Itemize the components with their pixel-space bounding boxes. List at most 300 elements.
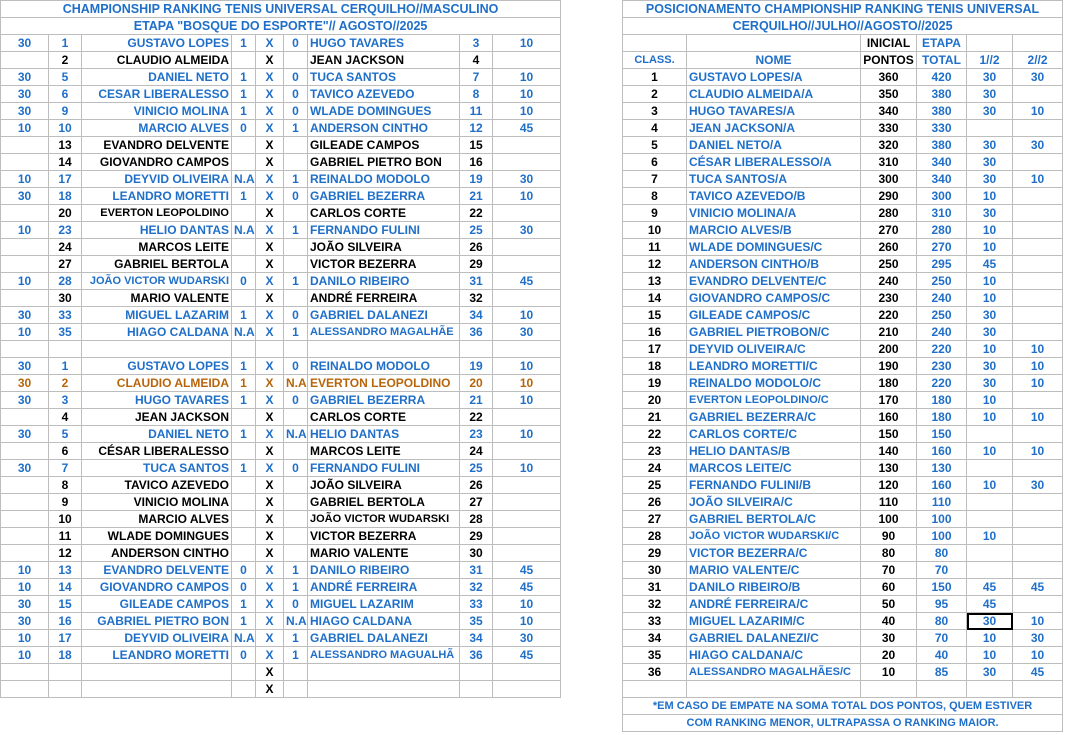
rank-player-2: 26 [460, 239, 493, 256]
round-1-points: 10 [967, 528, 1013, 545]
round-1-points: 30 [967, 375, 1013, 392]
player-2-name: DANILO RIBEIRO [308, 273, 460, 290]
score-player-2: 1 [284, 562, 308, 579]
player-name: GABRIEL DALANEZI/C [687, 630, 861, 647]
score-player-2 [284, 545, 308, 562]
ranking-position: 25 [623, 477, 687, 494]
initial-points: 350 [861, 86, 917, 103]
empty-cell [232, 341, 256, 358]
versus-mark: X [256, 630, 284, 647]
points-player-2 [493, 290, 561, 307]
rank-player-1 [49, 681, 82, 698]
ranking-row [623, 171, 1063, 188]
ranking-row [623, 528, 1063, 545]
player-name: JOÃO VICTOR WUDARSKI/C [687, 528, 861, 545]
empty-cell [687, 681, 861, 698]
rank-player-1: 28 [49, 273, 82, 290]
rank-player-1: 14 [49, 154, 82, 171]
player-2-name: ALESSANDRO MAGUALHÃ [308, 647, 460, 664]
score-player-2 [284, 494, 308, 511]
round-1-points: 10 [967, 630, 1013, 647]
round-1-points [967, 511, 1013, 528]
round-1-points: 10 [967, 409, 1013, 426]
round-1-points: 30 [967, 137, 1013, 154]
points-player-1: 30 [1, 613, 49, 630]
ranking-row [623, 188, 1063, 205]
match-row [1, 52, 561, 69]
rank-player-1: 6 [49, 443, 82, 460]
points-player-1: 30 [1, 307, 49, 324]
score-player-2 [284, 137, 308, 154]
score-player-1: 1 [232, 188, 256, 205]
rank-player-1: 2 [49, 52, 82, 69]
player-1-name: GIOVANDRO CAMPOS [82, 579, 232, 596]
score-player-1: 0 [232, 562, 256, 579]
round-2-points [1013, 154, 1063, 171]
match-row [1, 596, 561, 613]
ranking-row [623, 222, 1063, 239]
player-1-name: CLAUDIO ALMEIDA [82, 52, 232, 69]
rank-player-2: 21 [460, 392, 493, 409]
round-1-points: 30 [967, 613, 1013, 630]
round-2-points [1013, 222, 1063, 239]
points-player-2: 30 [493, 171, 561, 188]
points-player-2 [493, 664, 561, 681]
score-player-1 [232, 52, 256, 69]
score-player-1: N.A [232, 171, 256, 188]
points-player-1 [1, 205, 49, 222]
ranking-row [623, 324, 1063, 341]
match-row [1, 256, 561, 273]
empty-cell [49, 341, 82, 358]
player-1-name: HUGO TAVARES [82, 392, 232, 409]
round-1-points [967, 494, 1013, 511]
player-name: LEANDRO MORETTI/C [687, 358, 861, 375]
score-player-2 [284, 52, 308, 69]
score-player-2 [284, 443, 308, 460]
round-2-points: 30 [1013, 137, 1063, 154]
player-name: HUGO TAVARES/A [687, 103, 861, 120]
points-player-1 [1, 545, 49, 562]
points-player-1 [1, 528, 49, 545]
round-1-points: 10 [967, 443, 1013, 460]
points-player-2 [493, 409, 561, 426]
total-points: 380 [917, 137, 967, 154]
points-player-1: 30 [1, 188, 49, 205]
player-2-name: ANDERSON CINTHO [308, 120, 460, 137]
ranking-row [623, 239, 1063, 256]
player-1-name: DEYVID OLIVEIRA [82, 630, 232, 647]
match-table-subtitle: ETAPA "BOSQUE DO ESPORTE"// AGOSTO//2025 [1, 18, 561, 35]
versus-mark: X [256, 290, 284, 307]
points-player-1: 10 [1, 324, 49, 341]
match-row [1, 35, 561, 52]
ranking-row [623, 630, 1063, 647]
versus-mark: X [256, 256, 284, 273]
rank-player-1: 11 [49, 528, 82, 545]
player-2-name: GILEADE CAMPOS [308, 137, 460, 154]
versus-mark: X [256, 103, 284, 120]
rank-player-2: 23 [460, 426, 493, 443]
rank-player-1: 1 [49, 358, 82, 375]
total-points: 295 [917, 256, 967, 273]
player-name: DANILO RIBEIRO/B [687, 579, 861, 596]
score-player-1: 1 [232, 86, 256, 103]
points-player-1 [1, 290, 49, 307]
points-player-1: 30 [1, 392, 49, 409]
rank-player-2: 21 [460, 188, 493, 205]
ranking-position: 32 [623, 596, 687, 613]
initial-points: 240 [861, 273, 917, 290]
total-points: 280 [917, 222, 967, 239]
score-player-2: 1 [284, 630, 308, 647]
rank-player-1: 17 [49, 171, 82, 188]
player-2-name: ALESSANDRO MAGALHÃE [308, 324, 460, 341]
rank-player-2: 36 [460, 324, 493, 341]
score-player-2: 1 [284, 222, 308, 239]
player-name: EVERTON LEOPOLDINO/C [687, 392, 861, 409]
initial-points: 140 [861, 443, 917, 460]
score-player-2 [284, 290, 308, 307]
ranking-position: 12 [623, 256, 687, 273]
match-row [1, 392, 561, 409]
points-player-2: 10 [493, 188, 561, 205]
player-2-name: HELIO DANTAS [308, 426, 460, 443]
initial-points: 130 [861, 460, 917, 477]
points-player-1 [1, 511, 49, 528]
round-1-points: 10 [967, 239, 1013, 256]
initial-points: 210 [861, 324, 917, 341]
player-1-name: WLADE DOMINGUES [82, 528, 232, 545]
player-2-name: FERNANDO FULINI [308, 222, 460, 239]
ranking-row [623, 562, 1063, 579]
player-name: EVANDRO DELVENTE/C [687, 273, 861, 290]
empty-cell [1, 341, 49, 358]
total-points: 80 [917, 545, 967, 562]
score-player-1: 1 [232, 103, 256, 120]
score-player-2: 0 [284, 392, 308, 409]
rank-player-2: 22 [460, 409, 493, 426]
rank-player-1: 13 [49, 562, 82, 579]
score-player-1 [232, 443, 256, 460]
player-2-name [308, 664, 460, 681]
score-player-2: 0 [284, 188, 308, 205]
ranking-row [623, 460, 1063, 477]
score-player-2: 0 [284, 86, 308, 103]
rank-player-1: 5 [49, 426, 82, 443]
initial-points: 90 [861, 528, 917, 545]
points-player-1: 10 [1, 647, 49, 664]
player-2-name: VICTOR BEZERRA [308, 256, 460, 273]
round-1-points: 30 [967, 324, 1013, 341]
rank-player-1: 9 [49, 494, 82, 511]
score-player-2: 0 [284, 596, 308, 613]
player-1-name: GABRIEL BERTOLA [82, 256, 232, 273]
match-row [1, 579, 561, 596]
match-row [1, 137, 561, 154]
player-1-name: MARCIO ALVES [82, 511, 232, 528]
ranking-row [623, 86, 1063, 103]
points-player-2 [493, 681, 561, 698]
score-player-1: 0 [232, 647, 256, 664]
round-2-points: 10 [1013, 358, 1063, 375]
score-player-1: 1 [232, 69, 256, 86]
points-player-2: 10 [493, 307, 561, 324]
total-points: 110 [917, 494, 967, 511]
score-player-1: 0 [232, 120, 256, 137]
player-1-name: CÉSAR LIBERALESSO [82, 443, 232, 460]
round-2-points: 45 [1013, 664, 1063, 681]
player-name: FERNANDO FULINI/B [687, 477, 861, 494]
versus-mark: X [256, 375, 284, 392]
round-2-points: 45 [1013, 579, 1063, 596]
points-player-2: 45 [493, 579, 561, 596]
tiebreak-note: *EM CASO DE EMPATE NA SOMA TOTAL DOS PONTOS, QUEM ESTIVER [623, 698, 1063, 715]
points-player-2 [493, 137, 561, 154]
player-name: ANDRÉ FERREIRA/C [687, 596, 861, 613]
versus-mark: X [256, 137, 284, 154]
initial-points: 20 [861, 647, 917, 664]
player-2-name: CARLOS CORTE [308, 409, 460, 426]
points-player-1: 30 [1, 596, 49, 613]
match-row [1, 460, 561, 477]
match-row [1, 120, 561, 137]
total-points: 150 [917, 579, 967, 596]
player-1-name: ANDERSON CINTHO [82, 545, 232, 562]
rank-player-2 [460, 681, 493, 698]
ranking-row [623, 256, 1063, 273]
ranking-position: 17 [623, 341, 687, 358]
versus-mark: X [256, 443, 284, 460]
player-name: VINICIO MOLINA/A [687, 205, 861, 222]
rank-player-2: 34 [460, 307, 493, 324]
score-player-1 [232, 528, 256, 545]
versus-mark: X [256, 52, 284, 69]
empty-cell [967, 35, 1013, 52]
round-2-points [1013, 392, 1063, 409]
player-1-name: CESAR LIBERALESSO [82, 86, 232, 103]
round-2-points [1013, 205, 1063, 222]
player-name: HIAGO CALDANA/C [687, 647, 861, 664]
points-player-2: 45 [493, 647, 561, 664]
points-player-2 [493, 256, 561, 273]
versus-mark: X [256, 409, 284, 426]
rank-player-2: 33 [460, 596, 493, 613]
player-2-name: REINALDO MODOLO [308, 171, 460, 188]
rank-player-1: 8 [49, 477, 82, 494]
round-2-points [1013, 562, 1063, 579]
total-points: 250 [917, 273, 967, 290]
ranking-row [623, 307, 1063, 324]
player-1-name: GILEADE CAMPOS [82, 596, 232, 613]
rank-player-2: 16 [460, 154, 493, 171]
initial-points: 220 [861, 307, 917, 324]
rank-player-2: 3 [460, 35, 493, 52]
initial-points: 230 [861, 290, 917, 307]
round-1-points: 30 [967, 69, 1013, 86]
ranking-position: 23 [623, 443, 687, 460]
round-2-points [1013, 120, 1063, 137]
player-2-name: FERNANDO FULINI [308, 460, 460, 477]
round-2-points [1013, 596, 1063, 613]
rank-player-2: 22 [460, 205, 493, 222]
points-player-2 [493, 545, 561, 562]
player-2-name: GABRIEL BEZERRA [308, 188, 460, 205]
empty-cell [917, 681, 967, 698]
player-2-name: MARIO VALENTE [308, 545, 460, 562]
score-player-2: N.A [284, 613, 308, 630]
player-2-name: GABRIEL PIETRO BON [308, 154, 460, 171]
versus-mark: X [256, 579, 284, 596]
rank-player-1: 20 [49, 205, 82, 222]
initial-points: 180 [861, 375, 917, 392]
initial-points: 30 [861, 630, 917, 647]
rank-player-2: 27 [460, 494, 493, 511]
points-player-1 [1, 477, 49, 494]
points-player-2 [493, 443, 561, 460]
points-player-2: 10 [493, 392, 561, 409]
score-player-2 [284, 205, 308, 222]
player-name: JEAN JACKSON/A [687, 120, 861, 137]
rank-player-1: 18 [49, 188, 82, 205]
points-player-2: 10 [493, 69, 561, 86]
ranking-position: 18 [623, 358, 687, 375]
versus-mark: X [256, 664, 284, 681]
player-name: GABRIEL BEZERRA/C [687, 409, 861, 426]
score-player-2: 1 [284, 120, 308, 137]
player-1-name: CLAUDIO ALMEIDA [82, 375, 232, 392]
points-player-1 [1, 239, 49, 256]
score-player-1 [232, 137, 256, 154]
round-1-points: 10 [967, 273, 1013, 290]
versus-mark: X [256, 324, 284, 341]
round-1-points: 30 [967, 358, 1013, 375]
points-player-1 [1, 52, 49, 69]
round-2-points: 30 [1013, 477, 1063, 494]
points-player-1: 10 [1, 579, 49, 596]
player-1-name: HELIO DANTAS [82, 222, 232, 239]
player-2-name: WLADE DOMINGUES [308, 103, 460, 120]
match-row [1, 562, 561, 579]
ranking-table [622, 0, 1063, 732]
empty-cell [284, 341, 308, 358]
points-player-1 [1, 154, 49, 171]
ranking-row [623, 596, 1063, 613]
empty-cell [308, 341, 460, 358]
round-1-points: 30 [967, 205, 1013, 222]
versus-mark: X [256, 494, 284, 511]
player-2-name: JEAN JACKSON [308, 52, 460, 69]
initial-points: 70 [861, 562, 917, 579]
ranking-position: 35 [623, 647, 687, 664]
rank-player-1: 13 [49, 137, 82, 154]
rank-player-1: 24 [49, 239, 82, 256]
total-points: 100 [917, 511, 967, 528]
player-1-name: GIOVANDRO CAMPOS [82, 154, 232, 171]
score-player-1: 1 [232, 460, 256, 477]
versus-mark: X [256, 392, 284, 409]
initial-points: 290 [861, 188, 917, 205]
ranking-row [623, 579, 1063, 596]
rank-player-1: 16 [49, 613, 82, 630]
empty-cell [460, 341, 493, 358]
player-1-name: DANIEL NETO [82, 69, 232, 86]
score-player-2: 1 [284, 324, 308, 341]
rank-player-2: 24 [460, 443, 493, 460]
player-name: ALESSANDRO MAGALHÃES/C [687, 664, 861, 681]
player-1-name: EVERTON LEOPOLDINO [82, 205, 232, 222]
total-points: 310 [917, 205, 967, 222]
score-player-2: 1 [284, 647, 308, 664]
versus-mark: X [256, 307, 284, 324]
player-2-name: MIGUEL LAZARIM [308, 596, 460, 613]
total-points: 85 [917, 664, 967, 681]
round-1-points: 30 [967, 171, 1013, 188]
ranking-position: 24 [623, 460, 687, 477]
round-2-points [1013, 290, 1063, 307]
versus-mark: X [256, 86, 284, 103]
points-player-1: 30 [1, 86, 49, 103]
total-points: 380 [917, 86, 967, 103]
empty-cell [493, 341, 561, 358]
score-player-2: 0 [284, 307, 308, 324]
player-name: HELIO DANTAS/B [687, 443, 861, 460]
score-player-1 [232, 477, 256, 494]
score-player-1: 0 [232, 273, 256, 290]
score-player-1 [232, 511, 256, 528]
score-player-1: 1 [232, 307, 256, 324]
score-player-2: N.A [284, 426, 308, 443]
ranking-position: 16 [623, 324, 687, 341]
score-player-2: 0 [284, 358, 308, 375]
round-1-points: 10 [967, 188, 1013, 205]
empty-cell [623, 35, 687, 52]
empty-cell [1013, 35, 1063, 52]
round-separator [1, 341, 561, 358]
rank-player-2 [460, 664, 493, 681]
initial-points: 80 [861, 545, 917, 562]
points-player-1: 30 [1, 35, 49, 52]
rank-player-1: 10 [49, 511, 82, 528]
rank-player-1: 18 [49, 647, 82, 664]
rank-player-1: 23 [49, 222, 82, 239]
versus-mark: X [256, 188, 284, 205]
round-2-points: 10 [1013, 171, 1063, 188]
round-2-points [1013, 528, 1063, 545]
total-points: 230 [917, 358, 967, 375]
versus-mark: X [256, 545, 284, 562]
tiebreak-note-row [623, 698, 1063, 715]
rank-player-1: 14 [49, 579, 82, 596]
score-player-1 [232, 205, 256, 222]
score-player-2: 0 [284, 460, 308, 477]
points-player-2: 10 [493, 596, 561, 613]
points-player-1: 30 [1, 375, 49, 392]
player-2-name: JOÃO SILVEIRA [308, 477, 460, 494]
initial-points: 250 [861, 256, 917, 273]
score-player-2 [284, 154, 308, 171]
round-1-points: 30 [967, 664, 1013, 681]
round-1-points: 45 [967, 596, 1013, 613]
initial-points: 260 [861, 239, 917, 256]
ranking-position: 13 [623, 273, 687, 290]
round-1-points: 30 [967, 86, 1013, 103]
ranking-position: 28 [623, 528, 687, 545]
score-player-1: 1 [232, 426, 256, 443]
player-2-name: CARLOS CORTE [308, 205, 460, 222]
points-player-2: 10 [493, 86, 561, 103]
player-1-name: TUCA SANTOS [82, 460, 232, 477]
